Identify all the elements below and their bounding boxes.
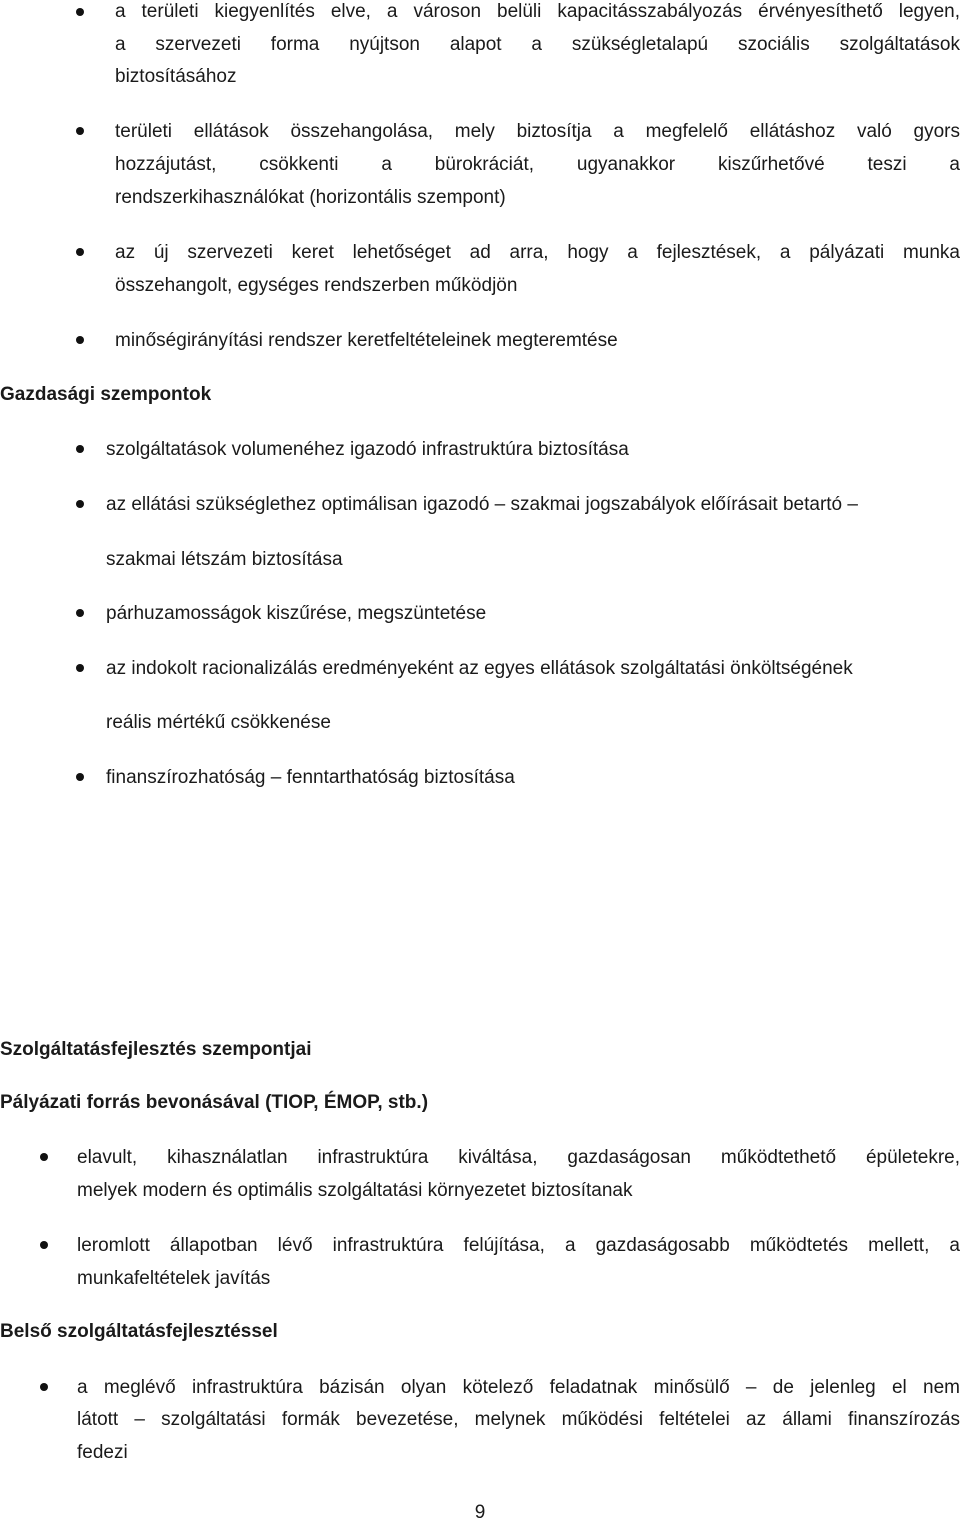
bullet [40, 1241, 48, 1249]
list-item-line: minőségirányítási rendszer keretfeltételeinek megteremtése [115, 330, 618, 351]
bullet [76, 127, 84, 135]
bullet [76, 664, 84, 672]
list-item-line: a szervezeti forma nyújtson alapot a szükségletalapú szociális szolgáltatások [115, 34, 960, 55]
list-item-line: biztosításához [115, 66, 237, 87]
bullet [76, 248, 84, 256]
list-item-line: az indokolt racionalizálás eredményeként az egyes ellátások szolgáltatási önköltségének [106, 658, 853, 679]
list-item-line: fedezi [77, 1442, 128, 1463]
list-item-line: az ellátási szükséglethez optimálisan igazodó – szakmai jogszabályok előírásait betartó – [106, 494, 858, 515]
list-item-line: elavult, kihasználatlan infrastruktúra kiváltása, gazdaságosan működtethető épületekre, [77, 1147, 960, 1168]
list-item-line: reális mértékű csökkenése [106, 712, 331, 733]
bullet [40, 1153, 48, 1161]
list-item-line: szolgáltatások volumenéhez igazodó infrastruktúra biztosítása [106, 439, 629, 460]
list-item-line: hozzájutást, csökkenti a bürokráciát, ugyanakkor kiszűrhetővé teszi a [115, 154, 960, 175]
list-item-line: munkafeltételek javítás [77, 1268, 271, 1289]
list-item-line: látott – szolgáltatási formák bevezetése, melynek működési feltételei az állami finanszírozás [77, 1409, 960, 1430]
list-item-line: területi ellátások összehangolása, mely biztosítja a megfelelő ellátáshoz való gyors [115, 121, 960, 142]
bullet [76, 445, 84, 453]
bullet [76, 500, 84, 508]
list-item-line: a meglévő infrastruktúra bázisán olyan kötelező feladatnak minősülő – de jelenleg el nem [77, 1377, 960, 1398]
page-number: 9 [474, 1502, 486, 1523]
list-item-line: összehangolt, egységes rendszerben működjön [115, 275, 518, 296]
bullet [76, 609, 84, 617]
list-item-line: leromlott állapotban lévő infrastruktúra felújítása, a gazdaságosabb működtetés mellett, a [77, 1235, 960, 1256]
list-item-line: párhuzamosságok kiszűrése, megszüntetése [106, 603, 487, 624]
list-item-line: szakmai létszám biztosítása [106, 549, 343, 570]
bullet [76, 336, 84, 344]
list-item-line: az új szervezeti keret lehetőséget ad arra, hogy a fejlesztések, a pályázati munka [115, 242, 960, 263]
section-heading: Szolgáltatásfejlesztés szempontjai [0, 1039, 312, 1060]
list-item-line: rendszerkihasználókat (horizontális szempont) [115, 187, 506, 208]
bullet [40, 1383, 48, 1391]
bullet [76, 773, 84, 781]
section-subheading: Pályázati forrás bevonásával (TIOP, ÉMOP, stb.) [0, 1092, 429, 1113]
section-heading: Gazdasági szempontok [0, 384, 212, 405]
bullet [76, 8, 84, 16]
list-item-line: finanszírozhatóság – fenntarthatóság biztosítása [106, 767, 515, 788]
section-heading: Belső szolgáltatásfejlesztéssel [0, 1321, 278, 1342]
list-item-line: a területi kiegyenlítés elve, a városon belüli kapacitásszabályozás érvényesíthető legyen, [115, 1, 960, 22]
list-item-line: melyek modern és optimális szolgáltatási környezetet biztosítanak [77, 1180, 633, 1201]
